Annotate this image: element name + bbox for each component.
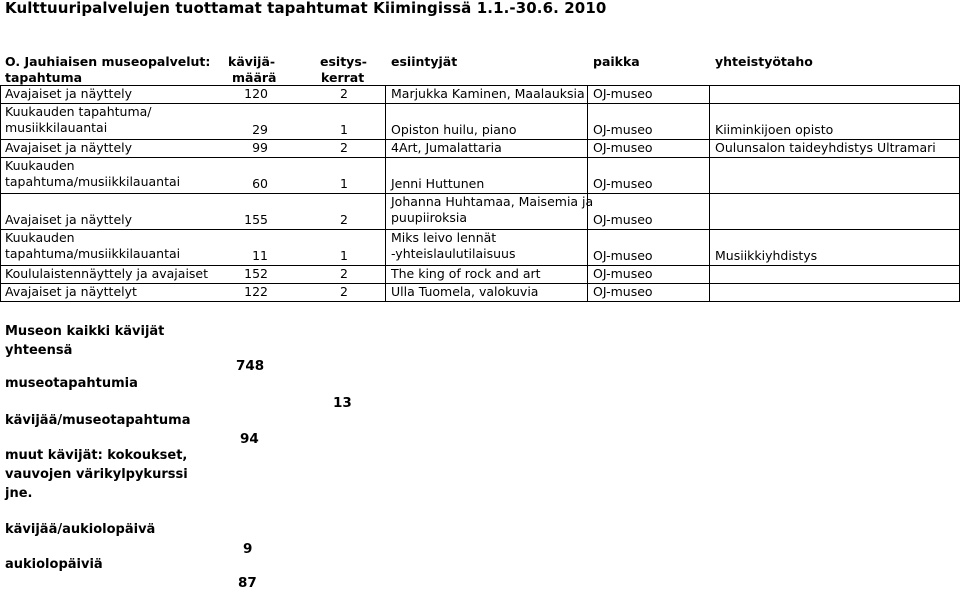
cell-event: Kuukauden tapahtuma/musiikkilauantai — [5, 158, 181, 189]
per-event-value: 94 — [240, 431, 259, 447]
row-divider — [0, 301, 960, 302]
cell-place: OJ-museo — [593, 212, 653, 227]
header-partner: yhteistyötaho — [715, 54, 813, 69]
cell-shows: 2 — [340, 266, 348, 281]
cell-visitors: 99 — [252, 140, 268, 155]
cell-visitors: 60 — [252, 176, 268, 191]
cell-event: Avajaiset ja näyttely — [5, 86, 133, 101]
header-performers: esiintyjät — [391, 54, 458, 69]
cell-shows: 1 — [340, 122, 348, 137]
cell-performers: The king of rock and art — [391, 266, 541, 281]
cell-partner: Oulunsalon taideyhdistys Ultramari — [715, 140, 936, 155]
header-shows: esitys- kerrat — [320, 54, 367, 85]
cell-shows: 2 — [340, 86, 348, 101]
cell-performers: Johanna Huhtamaa, Maisemia ja puupiiroksia — [391, 194, 594, 225]
cell-place: OJ-museo — [593, 140, 653, 155]
cell-shows: 1 — [340, 176, 348, 191]
events-value: 13 — [333, 395, 352, 411]
cell-visitors: 122 — [244, 284, 268, 299]
cell-visitors: 11 — [252, 248, 268, 263]
cell-place: OJ-museo — [593, 266, 653, 281]
events-label: museotapahtumia — [5, 376, 138, 391]
per-event-label: kävijää/museotapahtuma — [5, 413, 191, 428]
cell-place: OJ-museo — [593, 284, 653, 299]
cell-visitors: 29 — [252, 122, 268, 137]
cell-shows: 2 — [340, 212, 348, 227]
cell-performers: Miks leivo lennät -yhteislaulutilaisuus — [391, 230, 516, 261]
column-divider — [385, 85, 386, 301]
cell-place: OJ-museo — [593, 122, 653, 137]
cell-partner: Kiiminkijoen opisto — [715, 122, 834, 137]
cell-event: Avajaiset ja näyttely — [5, 212, 133, 227]
cell-visitors: 152 — [244, 266, 268, 281]
cell-event: Kuukauden tapahtuma/musiikkilauantai — [5, 230, 181, 261]
cell-place: OJ-museo — [593, 248, 653, 263]
cell-partner: Musiikkiyhdistys — [715, 248, 818, 263]
header-event: O. Jauhiaisen museopalvelut: tapahtuma — [5, 54, 211, 85]
cell-place: OJ-museo — [593, 176, 653, 191]
total-value: 748 — [236, 358, 265, 374]
column-divider — [709, 85, 710, 301]
cell-performers: Marjukka Kaminen, Maalauksia — [391, 86, 585, 101]
header-visitors: kävijä- määrä — [228, 54, 277, 85]
cell-place: OJ-museo — [593, 86, 653, 101]
cell-shows: 2 — [340, 284, 348, 299]
header-place: paikka — [593, 54, 640, 69]
per-day-label: kävijää/aukiolopäivä — [5, 522, 156, 537]
cell-event: Kuukauden tapahtuma/ musiikkilauantai — [5, 104, 152, 135]
cell-event: Avajaiset ja näyttelyt — [5, 284, 137, 299]
column-divider — [0, 85, 1, 301]
other-visitors-label: muut kävijät: kokoukset, vauvojen värikylpykurssi jne. — [5, 448, 188, 501]
cell-shows: 1 — [340, 248, 348, 263]
open-days-label: aukiolopäiviä — [5, 557, 103, 572]
total-label: Museon kaikki kävijät yhteensä — [5, 324, 165, 358]
page-title: Kulttuuripalvelujen tuottamat tapahtumat Kiimingissä 1.1.-30.6. 2010 — [5, 0, 607, 17]
open-days-value: 87 — [238, 575, 257, 591]
cell-shows: 2 — [340, 140, 348, 155]
cell-performers: Opiston huilu, piano — [391, 122, 517, 137]
cell-performers: Jenni Huttunen — [391, 176, 485, 191]
cell-visitors: 120 — [244, 86, 268, 101]
cell-performers: Ulla Tuomela, valokuvia — [391, 284, 539, 299]
column-divider — [587, 85, 588, 301]
cell-event: Avajaiset ja näyttely — [5, 140, 133, 155]
cell-performers: 4Art, Jumalattaria — [391, 140, 502, 155]
per-day-value: 9 — [243, 541, 253, 557]
cell-visitors: 155 — [244, 212, 268, 227]
cell-event: Koululaistennäyttely ja avajaiset — [5, 266, 209, 281]
